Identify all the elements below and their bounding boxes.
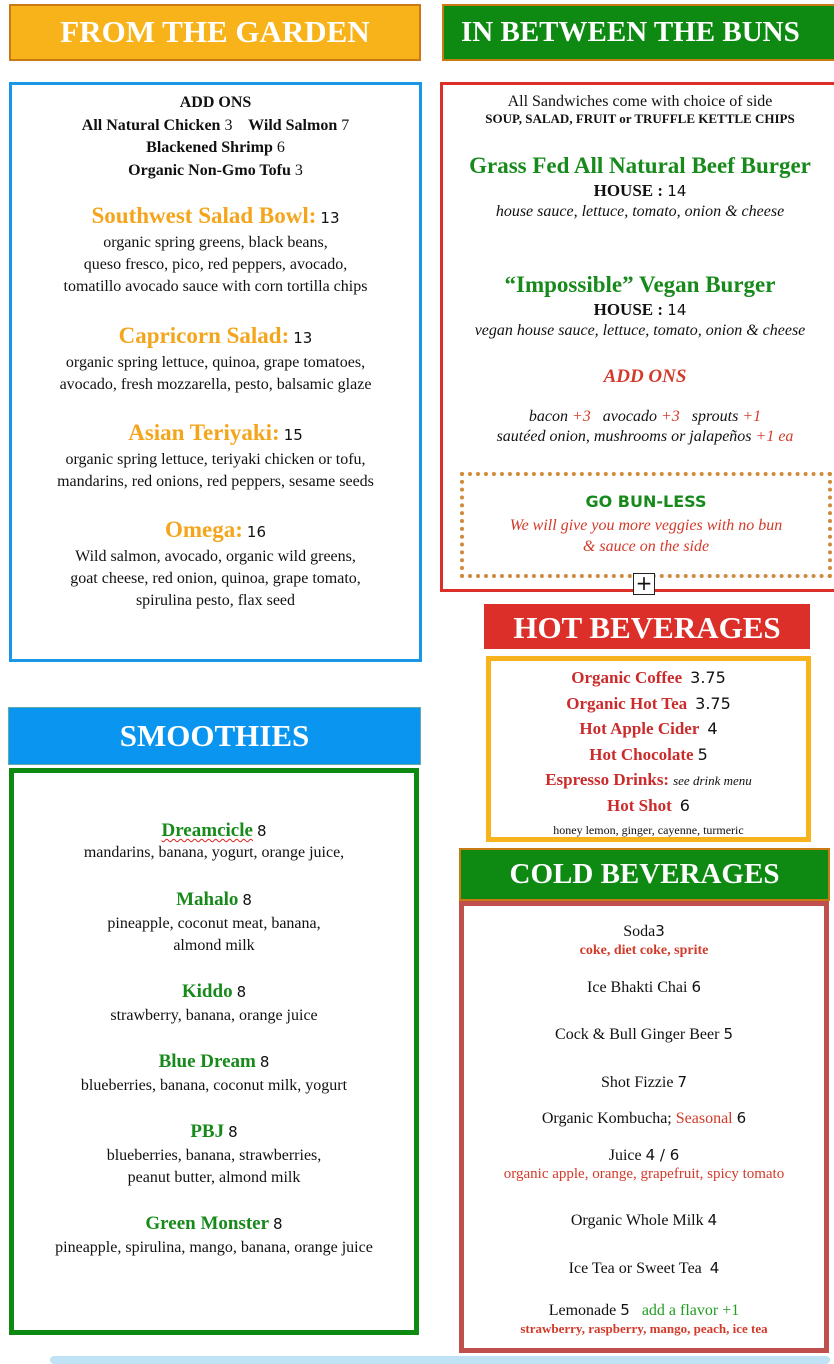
buns-sides: SOUP, SALAD, FRUIT or TRUFFLE KETTLE CHIPS [485,111,795,126]
menu-item: Hot Shot 6 [607,795,690,815]
garden-addons-row: Organic Non-Gmo Tofu 3 [128,161,303,179]
menu-item: PBJ 8 blueberries, banana, strawberries, peanut butter, almond milk [106,1121,322,1186]
menu-item: Omega: 16 Wild salmon, avocado, organic wild greens, goat cheese, red onion, quinoa, grape tomato, spirulina pesto, flax seed [70,517,361,609]
menu-item: Organic Hot Tea 3.75 [566,693,731,713]
bunless-line: We will give you more veggies with no bun [509,517,783,534]
buns-title: IN BETWEEN THE BUNS [461,16,800,48]
menu-item: Asian Teriyaki: 15 organic spring lettuce, teriyaki chicken or tofu, mandarins, red onions, red peppers, sesame seeds [57,420,374,490]
menu-item: Lemonade 5 add a flavor +1 strawberry, raspberry, mango, peach, ice tea [520,1301,768,1336]
garden-addons-row: Blackened Shrimp 6 [146,139,285,156]
menu-item: Mahalo 8 pineapple, coconut meat, banana, almond milk [107,889,321,954]
garden-title: FROM THE GARDEN [60,14,370,49]
menu-item: Grass Fed All Natural Beef Burger HOUSE : 14 house sauce, lettuce, tomato, onion & cheese [469,153,811,220]
buns-addons-line: sautéed onion, mushrooms or jalapeños +1 ea [496,428,794,445]
menu-item: Shot Fizzie 7 [601,1073,687,1091]
menu-item: Soda3 coke, diet coke, sprite [579,922,709,958]
cold-banner [459,848,830,901]
menu-item: Cock & Bull Ginger Beer 5 [555,1025,733,1043]
cold-box [459,901,829,1353]
menu-item: Juice 4 / 6 organic apple, orange, grapefruit, spicy tomato [503,1146,785,1182]
buns-addons-title: ADD ONS [603,366,687,387]
menu-item: Kiddo 8 strawberry, banana, orange juice [110,981,318,1024]
garden-box [9,82,422,662]
plus-box-icon[interactable]: + [633,573,655,595]
hot-title: HOT BEVERAGES [513,610,781,645]
menu-item: Green Monster 8 pineapple, spirulina, mango, banana, orange juice [55,1213,373,1256]
menu-item: Hot Chocolate 5 [589,744,708,764]
hot-shot-desc: honey lemon, ginger, cayenne, turmeric [553,823,744,837]
garden-banner [9,4,421,61]
bottom-wave [50,1356,830,1364]
smoothies-box [9,768,419,1335]
smoothies-title: SMOOTHIES [119,718,310,753]
bunless-line: & sauce on the side [582,538,710,555]
menu-item: Ice Bhakti Chai 6 [587,978,701,996]
smoothies-banner [8,707,421,765]
menu-item: Southwest Salad Bowl: 13 organic spring greens, black beans, queso fresco, pico, red peppers, avocado, tomatillo avocado sauce with corn tortilla chips [63,203,368,295]
menu-item: Ice Tea or Sweet Tea 4 [568,1259,720,1277]
menu-item: Hot Apple Cider 4 [579,719,718,738]
cold-title: COLD BEVERAGES [509,858,780,890]
menu-item: “Impossible” Vegan Burger HOUSE : 14 vegan house sauce, lettuce, tomato, onion & cheese [474,272,806,339]
garden-addons-title: ADD ONS [179,94,252,111]
menu-item: Organic Whole Milk 4 [570,1211,718,1229]
hot-banner [484,604,810,649]
menu-item: Organic Coffee 3.75 [571,668,726,687]
menu-item: Blue Dream 8 blueberries, banana, coconut milk, yogurt [80,1051,348,1094]
buns-intro: All Sandwiches come with choice of side [507,93,773,110]
buns-box [440,82,834,592]
menu-item: Dreamcicle 8 mandarins, banana, yogurt, orange juice, [83,820,345,861]
menu-item: Capricorn Salad: 13 organic spring lettuce, quinoa, grape tomatoes, avocado, fresh mozzarella, pesto, balsamic glaze [59,323,372,393]
bunless-box [460,472,832,578]
hot-box [486,656,811,842]
buns-addons-line: bacon +3 avocado +3 sprouts +1 [528,408,762,425]
menu-item: Espresso Drinks: see drink menu [545,770,752,789]
menu-item: Organic Kombucha; Seasonal 6 [541,1109,747,1127]
buns-banner [442,4,834,61]
bunless-title: GO BUN-LESS [585,492,707,511]
garden-addons-row: All Natural Chicken 3 Wild Salmon 7 [81,116,350,134]
